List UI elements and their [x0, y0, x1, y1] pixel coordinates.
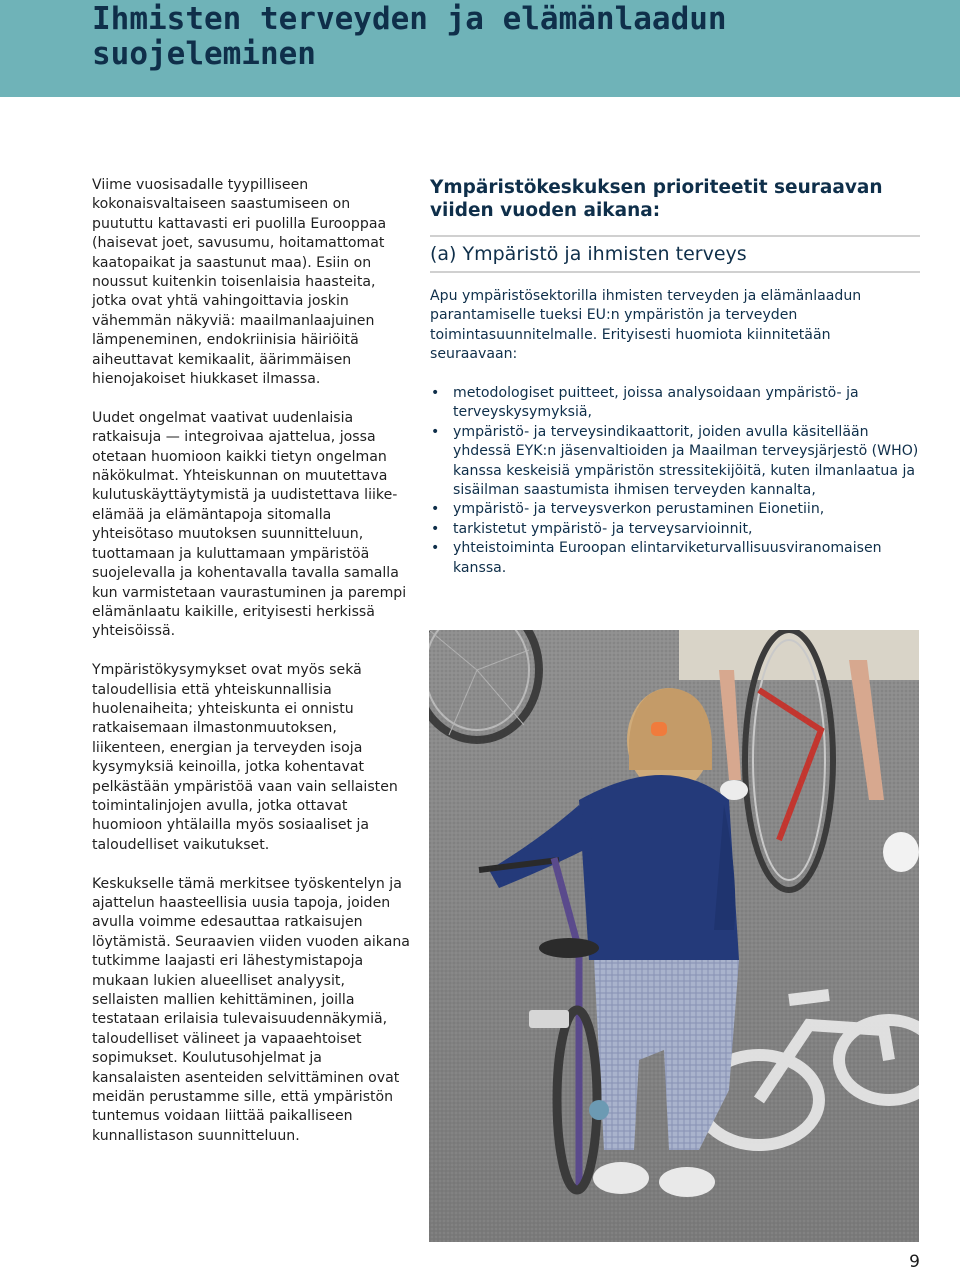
- body-paragraph: Ympäristökysymykset ovat myös sekä taloudellisia että yhteiskunnallisia huolenaiheita; yhteiskunta ei onnistu ratkaisemaan ilmastonmuutoksen, liikenteen, energian ja terveyden isoja kysymyksiä keinoilla, jotka kohentavat pelkästään ympäristöä vaan vain sellaisten toimintalinjojen avulla, jotka ottavat huomioon yhtälailla myös sosiaaliset ja taloudelliset vaikutukset.: [92, 662, 398, 853]
- list-item-text: ympäristö- ja terveysverkon perustaminen Eionetiin,: [453, 501, 825, 518]
- body-paragraph: Uudet ongelmat vaativat uudenlaisia ratkaisuja — integroivaa ajattelua, jossa otetaan huomioon kaikki tietyn ongelman näkökulmat. Yhteiskunnan on muutettava kulutuskäyttäytymistä ja uudistettava liike-elämää ja elämäntapoja sitomalla yhteisötaso muutoksen suunnitteluun, tuottamaan ja kuluttamaan ympäristöä suojelevalla ja kohentavalla tavalla samalla kun varmistetaan vaurastuminen ja parempi elämänlaatu kaikille, erityisesti herkissä yhteisöissä.: [92, 409, 407, 640]
- intro-paragraph: Apu ympäristösektorilla ihmisten terveyden ja elämänlaadun parantamiselle tueksi EU:n ympäristön ja terveyden toimintasuunnitelmalle. Erityisesti huomiota kiinnitetään seuraavaan:: [430, 288, 862, 363]
- list-item-text: tarkistetut ympäristö- ja terveysarvioinnit,: [453, 520, 753, 537]
- bullet-icon: •: [431, 423, 440, 440]
- list-item: [430, 520, 920, 539]
- list-item: [430, 423, 920, 501]
- section-subheading: (a) Ympäristö ja ihmisten terveys: [430, 243, 747, 265]
- page-number: 9: [909, 1252, 920, 1272]
- priorities-list: [430, 384, 920, 578]
- subheading-divider: [430, 271, 920, 273]
- list-item: [430, 384, 920, 423]
- list-item: [430, 500, 920, 519]
- bullet-icon: •: [431, 501, 440, 518]
- bullet-icon: •: [431, 540, 440, 557]
- bullet-icon: •: [431, 385, 440, 402]
- priorities-heading: Ympäristökeskuksen prioriteetit seuraavan viiden vuoden aikana:: [430, 177, 883, 221]
- child-bicycle-photo: [429, 630, 919, 1242]
- right-column: [430, 176, 920, 578]
- body-paragraph: Viime vuosisadalle tyypilliseen kokonaisvaltaiseen saastumiseen on puututtu kattavasti eri puolilla Eurooppaa (haisevat joet, savusumu, hoitamattomat kaatopaikat ja saastunut maa). Esiin on noussut kuitenkin toisenlaisia haasteita, jotka ovat yhtä vahingoittavia joskin vähemmän näkyviä: maailmanlaajuinen lämpeneminen, endokriinisia häiriöitä aiheuttavat kemikaalit, äärimmäisen hienojakoiset hiukkaset ilmassa.: [92, 177, 387, 388]
- page-title: Ihmisten terveyden ja elämänlaadun suojeleminen: [92, 1, 727, 72]
- list-item-text: yhteistoiminta Euroopan elintarviketurvallisuusviranomaisen kanssa.: [453, 540, 882, 576]
- left-column: [92, 176, 412, 1166]
- list-item: [430, 539, 920, 578]
- bullet-icon: •: [431, 520, 440, 537]
- list-item-text: ympäristö- ja terveysindikaattorit, joiden avulla käsitellään yhdessä EYK:n jäsenvaltioiden ja Maailman terveysjärjestö (WHO) kanssa keskeisiä ympäristön stressitekijöitä, kuten ilmanlaatua ja sisäilman saastumista ihmisen terveyden kannalta,: [453, 423, 919, 499]
- list-item-text: metodologiset puitteet, joissa analysoidaan ympäristö- ja terveyskysymyksiä,: [453, 385, 859, 421]
- body-paragraph: Keskukselle tämä merkitsee työskentelyn ja ajattelun haasteellisia uusia tapoja, joiden avulla voimme edesauttaa ratkaisujen löytämistä. Seuraavien viiden vuoden aikana tutkimme laajasti eri lähestymistapoja mukaan lukien alueelliset analyysit, sellaisten mallien kehittäminen, joilla testataan erilaisia tulevaisuudennäkymiä, taloudelliset välineet ja vapaaehtoiset sopimukset. Koulutusohjelmat ja kansalaisten asenteiden selvittäminen ovat meidän perustamme sille, että ympäristön tuntemus voidaan liittää paikalliseen kunnallistason suunnitteluun.: [92, 875, 410, 1144]
